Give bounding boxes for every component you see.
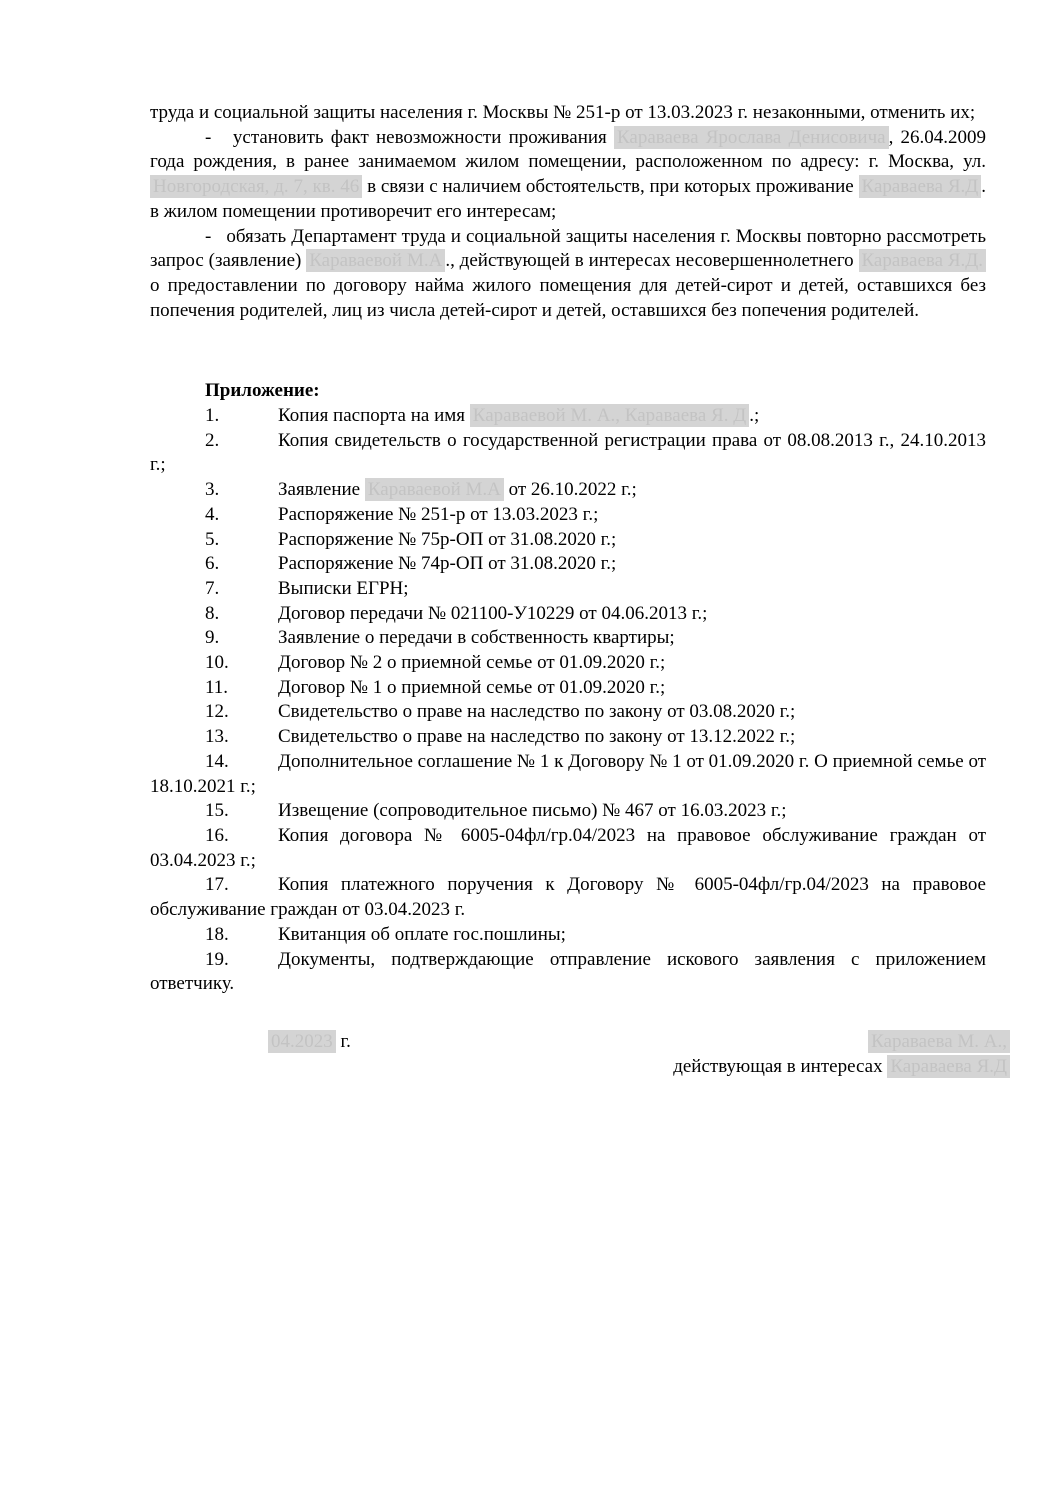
item-number: 6. [205, 553, 220, 575]
preamble-paragraph [150, 126, 986, 225]
text-run: , 26.04.2009 года рождения, в ранее занимаемом жилом помещении, расположенном по адресу: г. Москва, ул. [150, 126, 987, 173]
text-run: Свидетельство о праве на наследство по закону от 03.08.2020 г.; [278, 701, 796, 723]
item-number: 14. [205, 750, 229, 772]
redacted-text: Новгородская, д. 7, кв. 46 [150, 175, 362, 198]
redacted-text: Караваевой М.А [365, 478, 504, 501]
redacted-text: Караваева Я.Д [859, 175, 982, 198]
preamble-paragraph [150, 225, 986, 324]
attachment-item [150, 528, 986, 553]
text-run: - установить факт невозможности проживания [205, 126, 614, 148]
text-run: Договор № 1 о приемной семье от 01.09.2020 г.; [278, 676, 666, 698]
redacted-text: Караваева Ярослава Денисовича [614, 126, 889, 149]
item-number: 15. [205, 800, 229, 822]
text-run: - обязать Департамент труда и социальной защиты населения г. Москвы повторно рассмотреть запрос (заявление) [150, 225, 986, 272]
petition-demands-section [150, 101, 986, 323]
text-run: Свидетельство о праве на наследство по закону от 13.12.2022 г.; [278, 726, 796, 748]
item-number: 11. [205, 676, 229, 698]
attachment-item [150, 577, 986, 602]
text-run: Копия свидетельств о государственной регистрации права от 08.08.2013 г., 24.10.2013 г.; [150, 429, 986, 476]
text-run: от 26.10.2022 г.; [503, 479, 637, 501]
text-run: Копия платежного поручения к Договору № 6005-04фл/гр.04/2023 на правовое обслуживание граждан от 03.04.2023 г. [150, 874, 986, 921]
text-run: Выписки ЕГРН; [278, 577, 409, 599]
preamble-paragraph [150, 101, 986, 126]
redacted-signatory-name: Караваева М. А., [868, 1030, 1010, 1053]
redacted-text: Караваевой М. А., Караваева Я. Д [470, 404, 749, 427]
attachment-item [150, 552, 986, 577]
attachment-item [150, 948, 986, 997]
item-number: 12. [205, 701, 229, 723]
item-number: 16. [205, 824, 229, 846]
item-number: 7. [205, 577, 220, 599]
item-number: 3. [205, 479, 220, 501]
text-run: Заявление о передачи в собственность квартиры; [278, 627, 675, 649]
item-number: 4. [205, 503, 220, 525]
attachments-heading: Приложение: [205, 380, 320, 402]
attachment-item [150, 503, 986, 528]
attachment-item [150, 700, 986, 725]
attachment-item [150, 404, 986, 429]
redacted-minor-name: Караваева Я.Д [887, 1055, 1010, 1078]
signatory-name-wrap [868, 1030, 1010, 1055]
item-number: 1. [205, 405, 220, 427]
redacted-text: Караваевой М.А [306, 249, 445, 272]
attachment-item [150, 923, 986, 948]
attachment-item [150, 626, 986, 651]
text-run: о предоставлении по договору найма жилого помещения для детей-сирот и детей, оставшихся без попечения родителей, лиц из числа детей-сирот и детей, оставшихся без попечения родителей. [150, 274, 986, 321]
signature-capacity-line [150, 1055, 1010, 1080]
item-number: 2. [205, 429, 220, 451]
attachment-item [150, 824, 986, 873]
attachment-item [150, 725, 986, 750]
signature-date [150, 1030, 351, 1055]
attachment-item [150, 602, 986, 627]
capacity-text: действующая в интересах [673, 1055, 888, 1077]
text-run: труда и социальной защиты населения г. Москвы № 251-р от 13.03.2023 г. незаконными, отменить их; [150, 102, 976, 123]
signature-block [150, 1030, 1007, 1079]
text-run: Копия паспорта на имя [278, 405, 470, 427]
attachment-item [150, 676, 986, 701]
text-run: Распоряжение № 251-р от 13.03.2023 г.; [278, 503, 599, 525]
text-run: Документы, подтверждающие отправление искового заявления с приложением ответчику. [150, 948, 986, 995]
text-run: Извещение (сопроводительное письмо) № 467 от 16.03.2023 г.; [278, 800, 787, 822]
text-run: .; [749, 405, 760, 427]
item-number: 17. [205, 874, 229, 896]
item-number: 13. [205, 726, 229, 748]
item-number: 9. [205, 627, 220, 649]
text-run: Квитанция об оплате гос.пошлины; [278, 923, 566, 945]
date-suffix: г. [335, 1030, 351, 1052]
text-run: Копия договора № 6005-04фл/гр.04/2023 на правовое обслуживание граждан от 03.04.2023 г.; [150, 824, 986, 871]
attachment-item [150, 651, 986, 676]
redacted-date: 04.2023 [268, 1030, 336, 1053]
text-run: Договор передачи № 021100-У10229 от 04.06.2013 г.; [278, 602, 708, 624]
attachment-item [150, 429, 986, 478]
item-number: 5. [205, 528, 220, 550]
text-run: Распоряжение № 75р-ОП от 31.08.2020 г.; [278, 528, 617, 550]
attachment-item [150, 750, 986, 799]
item-number: 18. [205, 923, 229, 945]
attachments-list [150, 404, 986, 997]
text-run: Заявление [278, 479, 365, 501]
item-number: 8. [205, 602, 220, 624]
text-run: в связи с наличием обстоятельств, при которых проживание [362, 176, 859, 198]
text-run: Договор № 2 о приемной семье от 01.09.2020 г.; [278, 652, 666, 674]
text-run: . в жилом помещении противоречит его интересам; [150, 176, 986, 222]
redacted-text: Караваева Я.Д. [859, 249, 987, 272]
text-run: Распоряжение № 74р-ОП от 31.08.2020 г.; [278, 553, 617, 575]
attachment-item [150, 799, 986, 824]
document-content [150, 101, 1007, 1079]
item-number: 19. [205, 948, 229, 970]
text-run: ., действующей в интересах несовершеннолетнего [445, 250, 859, 272]
attachment-item [150, 478, 986, 503]
signature-date-row [150, 1030, 1007, 1055]
item-number: 10. [205, 652, 229, 674]
attachment-item [150, 873, 986, 922]
text-run: Дополнительное соглашение № 1 к Договору № 1 от 01.09.2020 г. О приемной семье от 18.10.2021 г.; [150, 750, 986, 797]
